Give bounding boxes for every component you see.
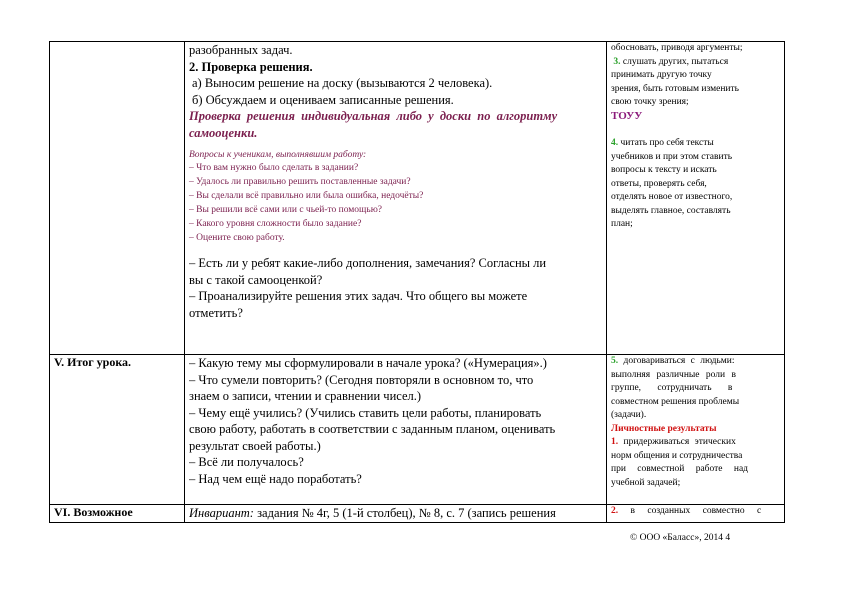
text-line: – Есть ли у ребят какие-либо дополнения, замечания? Согласны ли [189,256,547,270]
text-line: свою работу, работать в соответствии с заданным планом, оценивать [189,422,556,436]
skill-line: обосновать, приводя аргументы; [611,43,743,53]
text-line: знаем о записи, чтении и сравнении чисел.) [189,389,422,403]
skill-number: 2. [611,506,619,516]
skill-line: норм общения и сотрудничества [611,450,743,461]
copyright-footer: © ООО «Баласс», 2014 4 [630,533,731,543]
stage-cell [50,42,185,355]
skill-item: 1. придерживаться этических [611,437,736,447]
skill-number: 5. [611,356,619,366]
text-line: а) Выносим решение на доску (вызываются 2 человека). [192,76,493,90]
skill-item: 4. читать про себя тексты [611,138,714,148]
text-line: – Какую тему мы сформулировали в начале урока? («Нумерация».) [189,356,547,370]
skill-line: зрения, быть готовым изменить [611,83,739,94]
text-line: результат своей работы.) [189,438,321,453]
table-row [50,42,785,355]
text-line: – Чему ещё учились? (Учились ставить цели работы, планировать [189,405,542,420]
skill-line: совместном решения проблемы [611,396,740,407]
skill-line: принимать другую точку [611,70,712,80]
skill-number: 4. [611,138,619,148]
skills-cell [607,355,785,505]
skills-cell [607,42,785,355]
skills-cell [607,505,785,523]
check-method-line: самооценки. [189,125,258,140]
skill-line: ответы, проверять себя, [611,178,707,189]
table-row [50,355,785,505]
question-item: – Удалось ли правильно решить поставленные задачи? [189,177,411,187]
skill-line: при совместной работе над [611,464,749,474]
text-line: отметить? [189,305,243,320]
invariant-label: Инвариант: [189,506,254,520]
question-item: – Что вам нужно было сделать в задании? [189,163,359,173]
question-item: – Оцените свою работу. [189,233,285,243]
skill-item: 5. договариваться с людьми: [611,356,735,366]
skill-line: выделять главное, составлять [611,205,731,216]
skill-line: отделять новое от известного, [611,192,733,202]
text-line: б) Обсуждаем и оцениваем записанные решения. [192,92,454,107]
content-cell [185,355,607,505]
skill-line: вопросы к тексту и искать [611,165,717,175]
skill-line: учебников и при этом ставить [611,151,733,162]
question-item: – Вы решили всё сами или с чьей-то помощью? [189,205,383,215]
skill-line: выполняя различные роли в [611,369,736,380]
text-line: – Всё ли получалось? [189,455,304,469]
section-heading: 2. Проверка решения. [189,59,313,74]
questions-title: Вопросы к ученикам, выполнявшим работу: [189,150,367,160]
skills-group-label: ТОУУ [611,109,643,122]
table-row [50,505,785,523]
text-line: разобранных задач. [189,43,293,57]
skills-group-label: Личностные результаты [611,423,717,434]
question-item: – Какого уровня сложности было задание? [189,219,362,229]
content-cell [185,42,607,355]
skill-item: 3. слушать других, пытаться [613,56,729,67]
lesson-table [49,41,785,523]
stage-title: V. Итог урока. [54,355,132,369]
check-method-line: Проверка решения индивидуальная либо у доски по алгоритму [189,109,558,123]
skill-line: план; [611,219,633,229]
stage-cell [50,505,185,523]
skill-line: свою точку зрения; [611,97,689,107]
skill-number: 1. [611,437,619,447]
text-line: вы с такой самооценкой? [189,272,323,287]
text-line: – Над чем ещё надо поработать? [189,471,362,486]
skill-line: (задачи). [611,410,647,420]
stage-title: VI. Возможное [54,505,133,519]
skill-line: группе, сотрудничать в [611,383,733,393]
skill-line: учебной задачей; [611,477,681,488]
question-item: – Вы сделали всё правильно или была ошибка, недочёты? [189,191,424,201]
content-cell [185,505,607,523]
text-line: – Что сумели повторить? (Сегодня повторяли в основном то, что [189,372,534,387]
skill-number: 3. [613,56,621,67]
stage-cell [50,355,185,505]
skill-item: 2. в созданных совместно с [611,506,762,516]
text-line: – Проанализируйте решения этих задач. Что общего вы можете [189,289,528,303]
text-line: Инвариант: задания № 4г, 5 (1-й столбец), № 8, с. 7 (запись решения [189,506,556,520]
